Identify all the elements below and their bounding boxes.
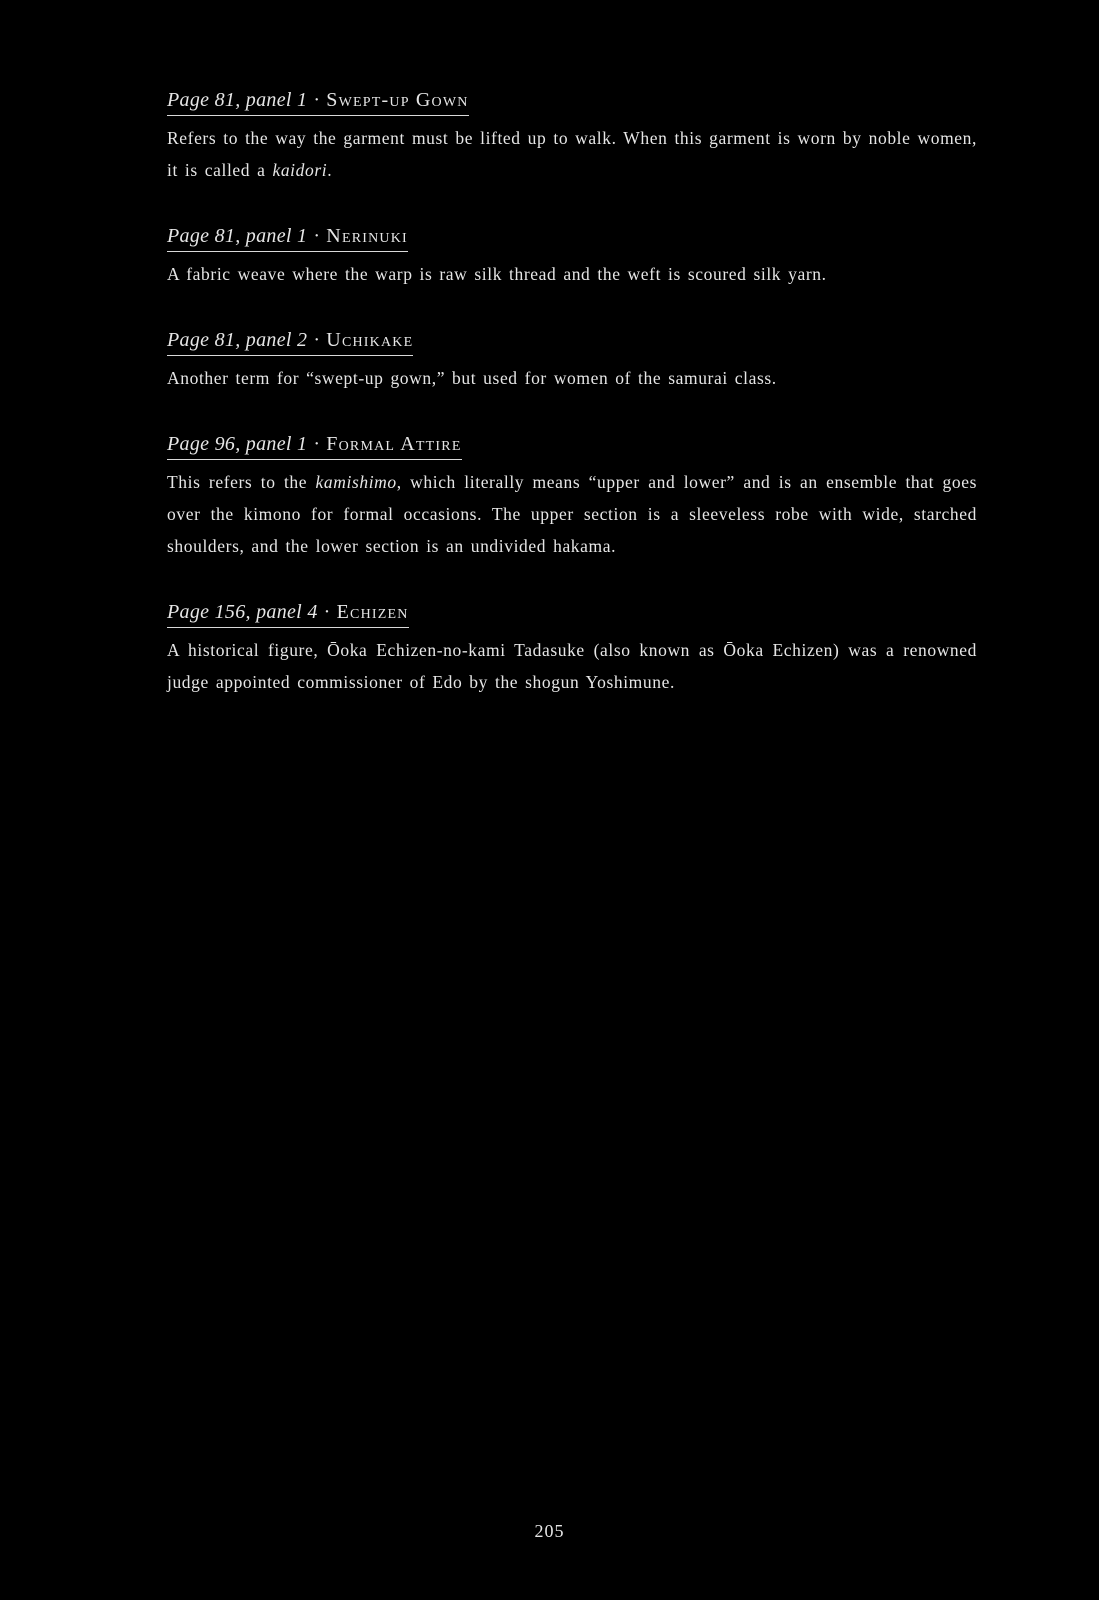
note-formal-attire xyxy=(167,430,977,562)
note-body-text: A fabric weave where the warp is raw silk thread and the weft is scoured silk yarn. xyxy=(167,264,827,284)
note-heading xyxy=(167,430,462,460)
note-reference: Page 96, panel 1 xyxy=(167,433,308,455)
note-term: Swept-up Gown xyxy=(326,89,469,111)
separator-dot: · xyxy=(313,433,321,455)
note-body xyxy=(167,258,977,290)
note-body-text: Refers to the way the garment must be lifted up to walk. When this garment is worn by noble women, it is called a xyxy=(167,128,977,180)
separator-dot: · xyxy=(313,89,321,111)
note-body-text: . xyxy=(327,160,333,180)
note-reference: Page 81, panel 1 xyxy=(167,225,308,247)
note-echizen xyxy=(167,598,977,698)
note-nerinuki xyxy=(167,222,977,290)
note-uchikake xyxy=(167,326,977,394)
note-term: Uchikake xyxy=(326,329,414,351)
note-body xyxy=(167,122,977,186)
separator-dot: · xyxy=(313,329,321,351)
note-body xyxy=(167,634,977,698)
note-body-text: A historical figure, Ōoka Echizen-no-kami Tadasuke (also known as Ōoka Echizen) was a renowned judge appointed commissioner of Edo by the shogun Yoshimune. xyxy=(167,640,977,692)
note-heading xyxy=(167,598,409,628)
note-reference: Page 81, panel 2 xyxy=(167,329,308,351)
note-body-italic-term: kamishimo xyxy=(315,472,397,492)
note-heading xyxy=(167,326,413,356)
page-number: 205 xyxy=(534,1521,565,1541)
note-reference: Page 81, panel 1 xyxy=(167,89,308,111)
note-body xyxy=(167,466,977,562)
note-heading xyxy=(167,222,408,252)
separator-dot: · xyxy=(323,601,331,623)
note-swept-up-gown xyxy=(167,86,977,186)
note-body-text: , which literally means “upper and lower” and is an ensemble that goes over the kimono for formal occasions. The upper section is a sleeveless robe with wide, starched shoulders, and the lower section is an undivided hakama. xyxy=(167,472,977,556)
note-reference: Page 156, panel 4 xyxy=(167,601,318,623)
note-heading xyxy=(167,86,469,116)
separator-dot: · xyxy=(313,225,321,247)
note-body xyxy=(167,362,977,394)
note-body-text: This refers to the xyxy=(167,472,316,492)
note-body-text: Another term for “swept-up gown,” but used for women of the samurai class. xyxy=(167,368,777,388)
glossary-notes xyxy=(167,86,977,734)
note-term: Echizen xyxy=(336,601,409,623)
note-term: Formal Attire xyxy=(326,433,462,455)
note-body-italic-term: kaidori xyxy=(272,160,328,180)
note-term: Nerinuki xyxy=(326,225,408,247)
